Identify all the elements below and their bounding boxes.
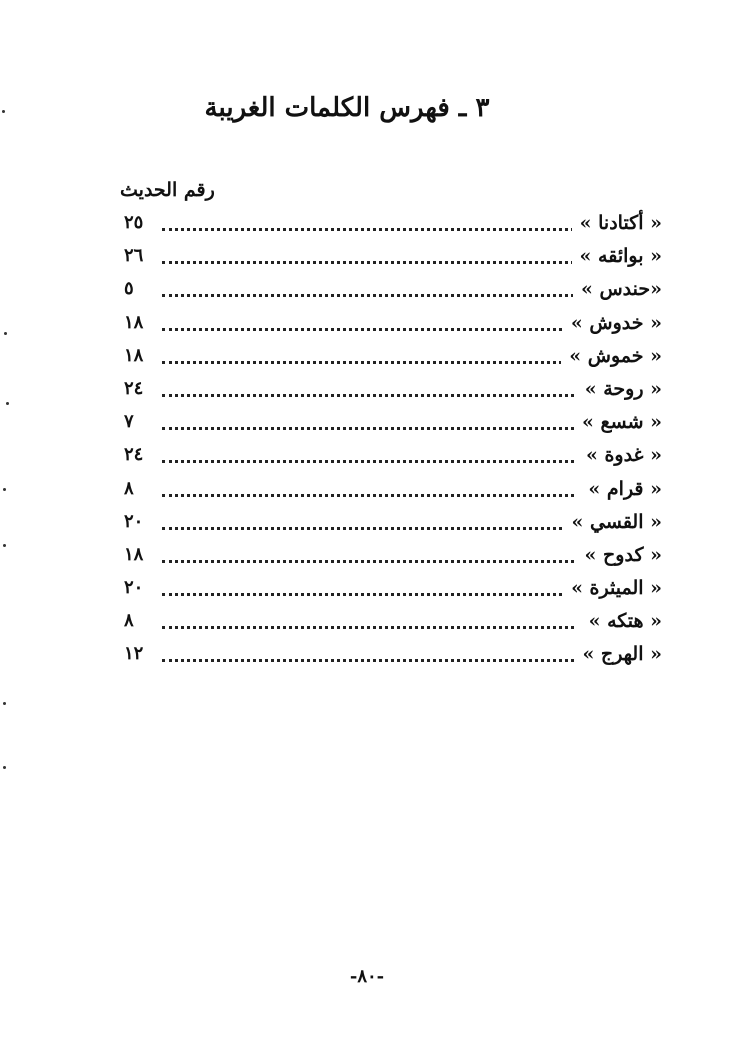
leader-dots [162,527,574,530]
index-entry [124,538,674,571]
entry-number: ٢٦ [124,241,160,271]
leader-dots [162,593,574,596]
entry-number: ٢٠ [124,507,160,537]
column-header: رقم الحديث [120,179,215,201]
leader-dots [162,659,574,662]
entry-number: ٨ [124,474,160,504]
leader-dots [162,361,574,364]
leader-dots [162,460,574,463]
leader-dots [162,394,574,397]
entry-word: « قرام » [580,474,662,504]
entry-number: ١٨ [124,540,160,570]
entry-word: « القسي » [564,507,662,537]
margin-speck [4,332,7,335]
entry-word: « الميثرة » [563,573,662,603]
index-list [124,206,674,671]
entry-number: ٢٠ [124,573,160,603]
leader-dots [162,261,574,264]
entry-number: ١٨ [124,341,160,371]
index-entry [124,571,674,604]
entry-number: ٨ [124,606,160,636]
entry-word: « كدوح » [577,540,662,570]
index-entry [124,206,674,239]
leader-dots [162,494,574,497]
index-entry [124,272,674,305]
index-entry [124,505,674,538]
entry-word: « شسع » [574,407,662,437]
leader-dots [162,294,574,297]
index-entry [124,472,674,505]
entry-number: ٧ [124,407,160,437]
entry-number: ١٨ [124,308,160,338]
page-title: ٣ ـ فهرس الكلمات الغريبة [204,93,490,123]
entry-number: ٢٤ [124,440,160,470]
index-entry [124,239,674,272]
leader-dots [162,560,574,563]
leader-dots [162,626,574,629]
index-entry [124,438,674,471]
leader-dots [162,328,574,331]
entry-word: « بوائقه » [572,241,662,271]
leader-dots [162,228,574,231]
entry-word: « خموش » [561,341,662,371]
index-entry [124,405,674,438]
page-number: -٨٠- [349,966,385,987]
leader-dots [162,427,574,430]
entry-word: « غدوة » [578,440,662,470]
index-entry [124,306,674,339]
entry-word: «حندس » [573,274,662,304]
entry-word: « هتكه » [581,606,662,636]
entry-word: « أكتادنا » [572,208,662,238]
margin-speck [3,702,6,705]
entry-number: ٢٥ [124,208,160,238]
entry-number: ٢٤ [124,374,160,404]
index-entry [124,339,674,372]
index-entry [124,604,674,637]
margin-speck [3,766,6,769]
entry-word: « خدوش » [563,308,662,338]
margin-speck [6,402,9,405]
entry-number: ٥ [124,274,160,304]
index-entry [124,372,674,405]
entry-word: « الهرج » [574,639,662,669]
margin-speck [3,488,6,491]
index-entry [124,637,674,670]
entry-number: ١٢ [124,639,160,669]
margin-speck [2,110,5,113]
entry-word: « روحة » [577,374,662,404]
margin-speck [3,544,6,547]
